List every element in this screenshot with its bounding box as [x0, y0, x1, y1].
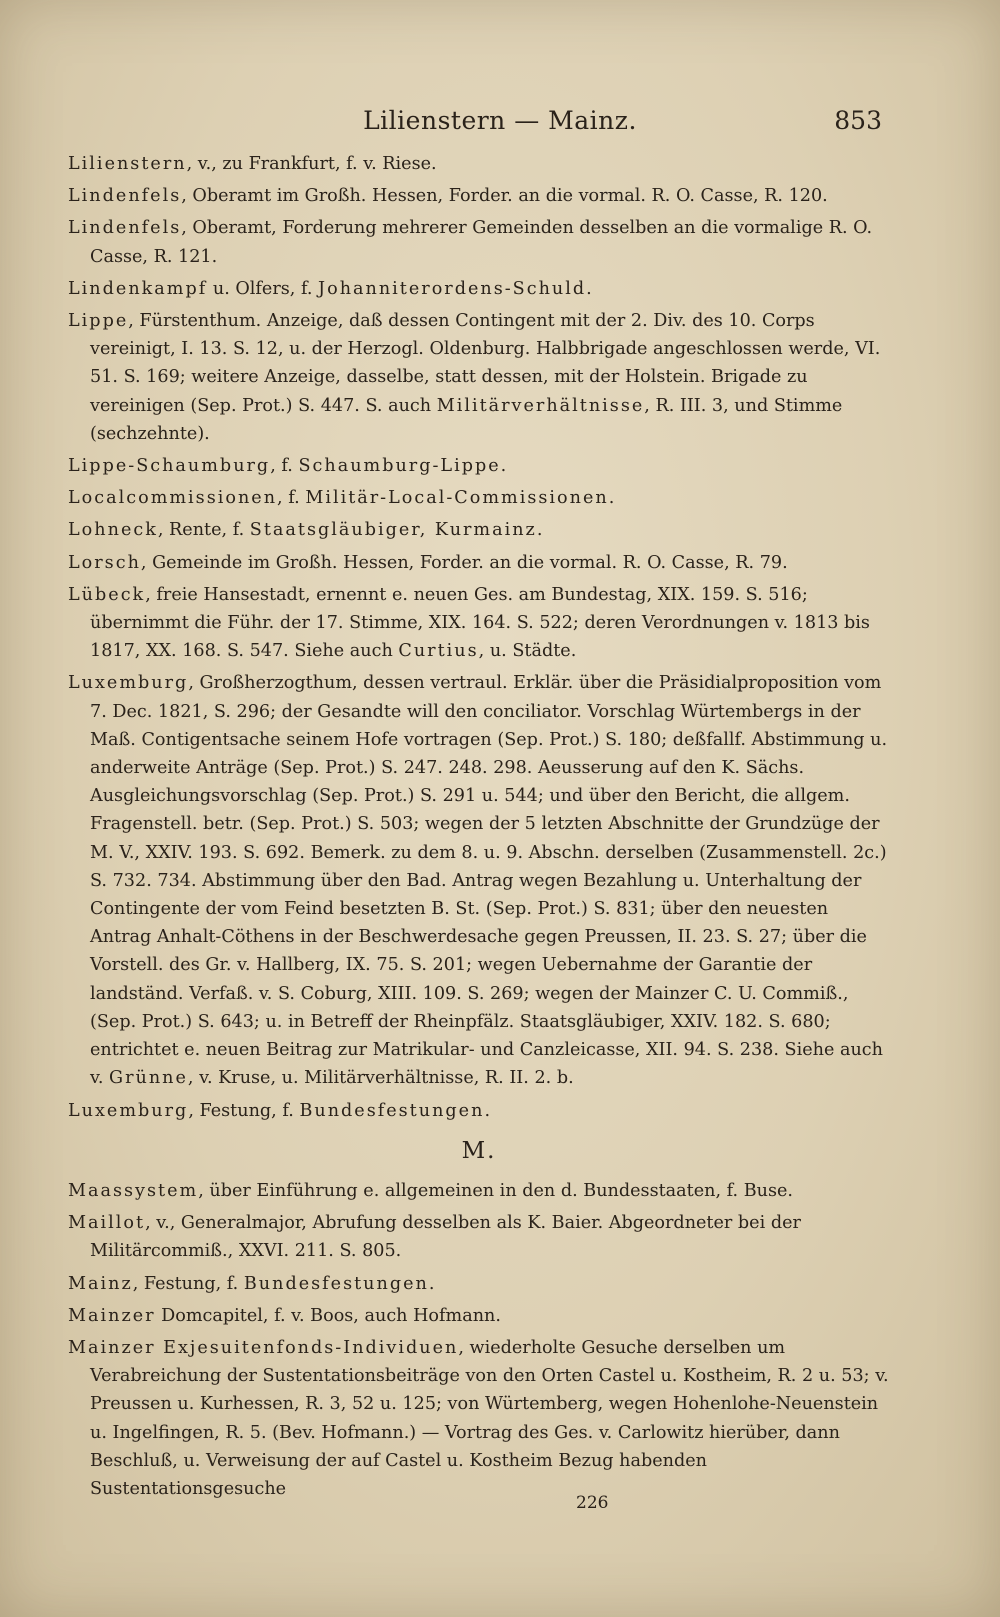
entry-text: , Festung, f.	[132, 1273, 244, 1294]
index-entry	[68, 1270, 890, 1298]
entry-text: , f.	[277, 488, 306, 509]
entry-cross-reference: Bundesfestungen	[243, 1273, 429, 1294]
entry-lemma: Lindenfels	[68, 186, 182, 207]
entry-lemma: Mainzer Exjesuitenfonds-Individuen	[68, 1337, 459, 1358]
entry-lemma: Luxemburg	[68, 1100, 189, 1121]
entry-cross-reference: Johanniterordens-Schuld	[318, 278, 587, 299]
entry-text: , Oberamt, Forderung mehrerer Gemeinden desselben an die vormalige R. O. Casse, R. 121.	[90, 218, 873, 267]
entry-text: , Großherzogthum, dessen vertraul. Erklär. über die Präsidialproposition vom 7. Dec. 1821, S. 296; der Gesandte will den conciliator. Vorschlag Würtembergs in der Maß. Contigentsache seinem Hofe vortragen (Sep. Prot.) S. 180; deßfallf. Abstimmung u. anderweite Anträge (Sep. Prot.) S. 247. 248. 298. Aeusserung auf den K. Sächs. Ausgleichungsvorschlag (Sep. Prot.) S. 291 u. 544; und über den Bericht, die allgem. Fragenstell. betr. (Sep. Prot.) S. 503; wegen der 5 letzten Abschnitte der Grundzüge der M. V., XXIV. 193. S. 692. Bemerk. zu dem 8. u. 9. Abschn. derselben (Zusammenstell. 2c.) S. 732. 734. Abstimmung über den Bad. Antrag wegen Bezahlung u. Unterhaltung der Contingente der vom Feind besetzten B. St. (Sep. Prot.) S. 831; über den neuesten Antrag Anhalt-Cöthens in der Beschwerdesache gegen Preussen, II. 23. S. 27; über die Vorstell. des Gr. v. Hallberg, IX. 75. S. 201; wegen Uebernahme der Garantie der landständ. Verfaß. v. S. Coburg, XIII. 109. S. 269; wegen der Mainzer C. U. Commiß., (Sep. Prot.) S. 643; u. in Betreff der Rheinpfälz. Staatsgläubiger, XXIV. 182. S. 680; entrichtet e. neuen Beitrag zur Matrikular- und Canzleicasse, XII. 94. S. 238. Siehe auch v.	[90, 673, 888, 1089]
entry-cross-reference: Staatsgläubiger, Kurmainz	[249, 520, 537, 541]
page-header	[0, 100, 1000, 140]
entry-lemma: Maassystem	[68, 1180, 199, 1201]
entries-section-l	[68, 150, 890, 1125]
index-entry	[68, 1177, 890, 1205]
entry-lemma: Lübeck	[68, 584, 146, 605]
index-entry	[68, 1097, 890, 1125]
entry-lemma: Lilienstern	[68, 154, 187, 174]
index-entry	[68, 182, 890, 210]
index-entry	[68, 150, 890, 178]
entry-text: Domcapitel, f. v. Boos, auch Hofmann.	[155, 1305, 501, 1326]
entry-text-after: .	[428, 1273, 435, 1294]
entry-cross-reference: Grünne	[109, 1068, 188, 1089]
index-entry	[68, 484, 890, 512]
index-entry	[68, 516, 890, 544]
index-body	[68, 150, 890, 1507]
index-entry	[68, 307, 890, 448]
entry-lemma: Mainz	[68, 1273, 133, 1294]
entry-text: , Festung, f.	[188, 1100, 300, 1121]
entry-text: , v., zu Frankfurt, f. v. Riese.	[186, 154, 437, 174]
entry-cross-reference: Curtius	[398, 641, 479, 662]
entry-text: , freie Hansestadt, ernennt e. neuen Ges. am Bundestag, XIX. 159. S. 516; übernimmt die Führ. der 17. Stimme, XIX. 164. S. 522; deren Verordnungen v. 1813 bis 1817, XX. 168. S. 547. Siehe auch	[90, 584, 870, 662]
entry-lemma: Maillot	[68, 1213, 146, 1234]
entry-text-after: , v. Kruse, u. Militärverhältnisse, R. II. 2. b.	[187, 1068, 574, 1089]
entry-cross-reference: Militärverhältnisse	[436, 395, 645, 416]
entry-text: , Rente, f.	[157, 520, 250, 541]
entry-text-after: .	[500, 456, 507, 477]
entry-text: , über Einführung e. allgemeinen in den d. Bundesstaaten, f. Buse.	[198, 1180, 794, 1201]
entry-text-after: , u. Städte.	[478, 641, 577, 662]
entry-lemma: Luxemburg	[68, 673, 189, 694]
index-entry	[68, 452, 890, 480]
entry-cross-reference: Bundesfestungen	[299, 1100, 485, 1121]
entry-text-after: .	[536, 520, 543, 541]
section-heading-m: M.	[461, 1137, 497, 1164]
page-number: 853	[834, 106, 882, 135]
index-entry	[68, 1209, 890, 1265]
entry-text-after: .	[586, 278, 592, 299]
entry-text-after: .	[484, 1100, 491, 1121]
entry-lemma: Lippe-Schaumburg	[68, 456, 271, 477]
entry-lemma: Lippe	[68, 311, 129, 332]
entry-text: u. Olfers, f.	[207, 278, 319, 299]
entry-text: , Fürstenthum. Anzeige, daß dessen Contingent mit der 2. Div. des 10. Corps vereinigt, I. 13. S. 12, u. der Herzogl. Oldenburg. Halbbrigade angeschlossen werde, VI. 51. S. 169; weitere Anzeige, dasselbe, statt dessen, mit der Holstein. Brigade zu vereinigen (Sep. Prot.) S. 447. S. auch	[90, 311, 881, 416]
entry-text: , Oberamt im Großh. Hessen, Forder. an die vormal. R. O. Casse, R. 120.	[181, 186, 828, 207]
index-entry	[68, 214, 890, 270]
entry-lemma: Lindenfels	[68, 218, 182, 239]
entry-lemma: Lohneck	[68, 520, 158, 541]
entry-text: , v., Generalmajor, Abrufung desselben als K. Baier. Abgeordneter bei der Militärcommiß., XXVI. 211. S. 805.	[90, 1213, 801, 1262]
entry-text-after: , R. III. 3, und Stimme (sechzehnte).	[90, 395, 843, 444]
index-entry	[68, 549, 890, 577]
entry-lemma: Lindenkampf	[68, 278, 208, 299]
entry-text-after: .	[608, 488, 615, 509]
entry-text: , Gemeinde im Großh. Hessen, Forder. an die vormal. R. O. Casse, R. 79.	[140, 552, 788, 573]
index-entry	[68, 275, 890, 303]
index-entry	[68, 669, 890, 1092]
index-entry	[68, 1334, 890, 1503]
entry-lemma: Mainzer	[68, 1305, 156, 1326]
index-entry	[68, 581, 890, 666]
entry-lemma: Localcommissionen	[68, 488, 278, 509]
entries-section-m	[68, 1177, 890, 1503]
entry-cross-reference: Militär-Local-Commissionen	[305, 488, 609, 509]
entry-text: , wiederholte Gesuche derselben um Verabreichung der Sustentationsbeiträge von den Orten Castel u. Kostheim, R. 2 u. 53; v. Preussen u. Kurhessen, R. 3, 52 u. 125; von Würtemberg, wegen Hohenlohe-Neuenstein u. Ingelfingen, R. 5. (Bev. Hofmann.) — Vortrag des Ges. v. Carlowitz hierüber, dann Beschluß, u. Verweisung der auf Castel u. Kostheim Bezug habenden Sustentationsgesuche	[90, 1337, 889, 1499]
entry-lemma: Lorsch	[68, 552, 141, 573]
entry-cross-reference: Schaumburg-Lippe	[298, 456, 501, 477]
index-entry	[68, 1302, 890, 1330]
printer-signature: 226	[576, 1493, 609, 1513]
running-title: Lilienstern — Mainz.	[363, 106, 637, 135]
entry-text: , f.	[270, 456, 299, 477]
